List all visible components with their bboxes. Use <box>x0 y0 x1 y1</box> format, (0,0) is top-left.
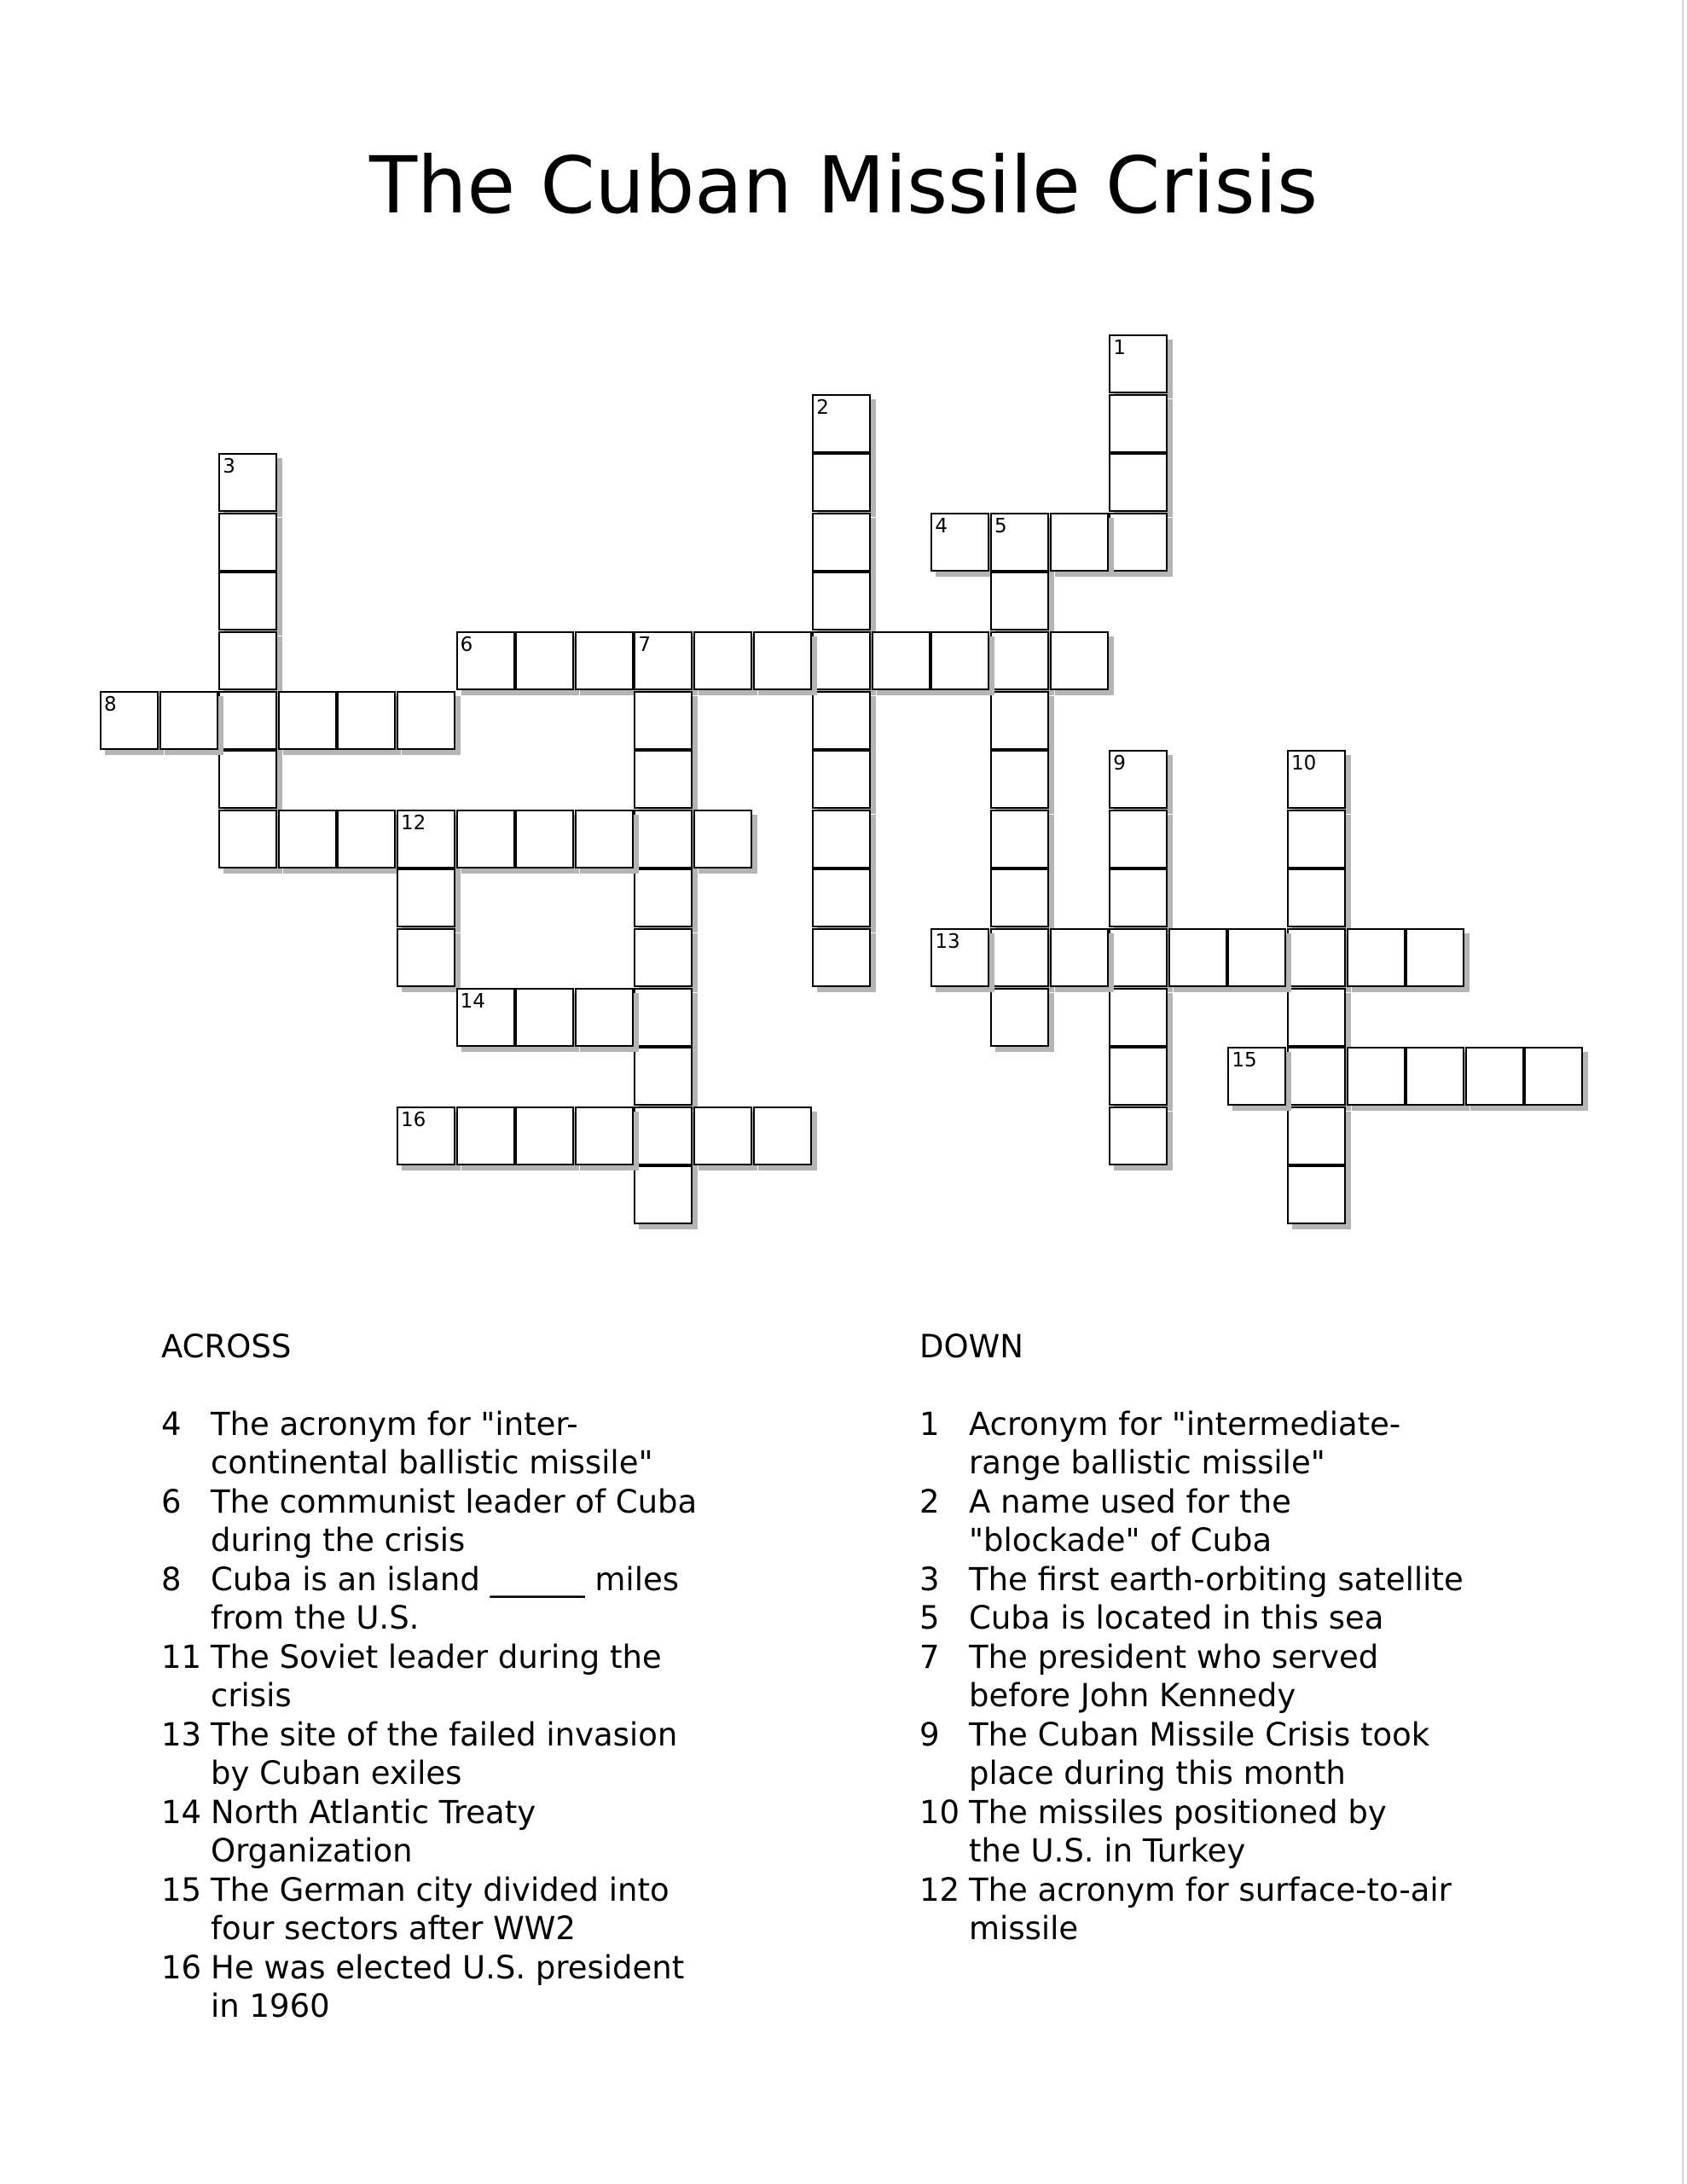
grid-cell[interactable] <box>515 988 574 1047</box>
grid-cell[interactable] <box>693 810 752 868</box>
grid-cell[interactable] <box>397 868 455 927</box>
grid-cell[interactable] <box>930 631 989 690</box>
clue-item-number: 7 <box>919 1638 940 1676</box>
grid-cell[interactable] <box>872 631 930 690</box>
grid-cell[interactable] <box>515 1107 574 1165</box>
grid-cell[interactable] <box>1287 750 1346 809</box>
grid-cell[interactable] <box>337 810 396 868</box>
clue-item-text: The German city divided into four sectors after WW2 <box>211 1871 670 1947</box>
grid-cell[interactable] <box>1287 1165 1346 1224</box>
grid-cell[interactable] <box>1109 513 1168 572</box>
clue-item-text: Cuba is located in this sea <box>969 1600 1384 1636</box>
clue-item-text: Cuba is an island ______ miles from the U.S. <box>211 1560 680 1636</box>
grid-cell[interactable] <box>218 631 277 690</box>
clue-item <box>161 1716 775 1793</box>
grid-cell[interactable] <box>930 513 989 572</box>
grid-cell[interactable] <box>812 868 871 927</box>
clue-item-text: A name used for the "blockade" of Cuba <box>969 1483 1291 1559</box>
clue-item <box>919 1793 1568 1871</box>
clue-number: 10 <box>1291 752 1317 775</box>
grid-cell[interactable] <box>634 750 693 809</box>
grid-cell[interactable] <box>990 631 1049 690</box>
grid-cell[interactable] <box>990 750 1049 809</box>
grid-cell[interactable] <box>1109 868 1168 927</box>
across-clues <box>161 1327 775 2026</box>
grid-cell[interactable] <box>218 750 277 809</box>
clue-item-number: 15 <box>161 1871 202 1908</box>
clue-item-number: 5 <box>919 1600 940 1636</box>
grid-cell[interactable] <box>278 810 337 868</box>
grid-cell[interactable] <box>1109 453 1168 512</box>
clue-item-number: 10 <box>919 1793 960 1831</box>
grid-cell[interactable] <box>812 750 871 809</box>
clue-item-text: The Soviet leader during the crisis <box>211 1638 662 1714</box>
grid-cell[interactable] <box>456 1107 515 1165</box>
clue-number: 14 <box>460 990 485 1013</box>
grid-cell[interactable] <box>515 810 574 868</box>
clue-number: 2 <box>816 396 829 419</box>
grid-cell[interactable] <box>1406 1047 1464 1106</box>
grid-cell[interactable] <box>990 572 1049 630</box>
grid-cell[interactable] <box>634 691 693 750</box>
clue-item <box>919 1483 1568 1560</box>
grid-cell[interactable] <box>634 868 693 927</box>
grid-cell[interactable] <box>1109 928 1168 987</box>
clue-item <box>161 1638 775 1716</box>
down-clues <box>919 1327 1568 1949</box>
clue-item-text: North Atlantic Treaty Organization <box>211 1793 536 1869</box>
grid-cell[interactable] <box>218 513 277 572</box>
grid-cell[interactable] <box>218 453 277 512</box>
grid-cell[interactable] <box>515 631 574 690</box>
clue-item <box>161 1871 775 1949</box>
clue-number: 15 <box>1232 1049 1257 1072</box>
clue-item-text: The Cuban Missile Crisis took place during this month <box>969 1716 1430 1792</box>
clue-number: 5 <box>994 514 1007 537</box>
grid-cell[interactable] <box>397 1107 455 1165</box>
clue-item-number: 2 <box>919 1483 940 1520</box>
grid-cell[interactable] <box>990 691 1049 750</box>
grid-cell[interactable] <box>753 1107 812 1165</box>
down-clue-list <box>919 1405 1568 1949</box>
clue-item <box>919 1405 1568 1483</box>
grid-cell[interactable] <box>218 691 277 750</box>
puzzle-title: The Cuban Missile Crisis <box>368 140 1319 231</box>
clue-item <box>161 1949 775 2026</box>
grid-cell[interactable] <box>1287 810 1346 868</box>
grid-cell[interactable] <box>1227 928 1286 987</box>
grid-cell[interactable] <box>693 1107 752 1165</box>
clue-item <box>919 1560 1568 1600</box>
grid-cell[interactable] <box>575 810 634 868</box>
grid-cell[interactable] <box>575 1107 634 1165</box>
clue-item <box>161 1483 775 1560</box>
clue-number: 4 <box>935 514 948 537</box>
clue-number: 13 <box>935 931 960 953</box>
clue-item-number: 4 <box>161 1405 182 1443</box>
clue-number: 6 <box>460 634 473 656</box>
grid-cell[interactable] <box>1050 928 1109 987</box>
clue-item <box>161 1405 775 1483</box>
grid-cell[interactable] <box>1287 988 1346 1047</box>
grid-cell[interactable] <box>1287 868 1346 927</box>
grid-cell[interactable] <box>1524 1047 1583 1106</box>
grid-cell[interactable] <box>812 572 871 630</box>
grid-cell[interactable] <box>812 394 871 453</box>
clue-item <box>919 1638 1568 1716</box>
grid-cell[interactable] <box>575 988 634 1047</box>
grid-cell[interactable] <box>397 691 455 750</box>
grid-cell[interactable] <box>812 810 871 868</box>
clue-number: 7 <box>638 634 652 656</box>
grid-cell[interactable] <box>218 572 277 630</box>
grid-cell[interactable] <box>397 928 455 987</box>
clue-item-number: 1 <box>919 1405 940 1443</box>
clue-item <box>919 1599 1568 1638</box>
clue-item-text: The communist leader of Cuba during the crisis <box>211 1483 698 1559</box>
clue-number: 12 <box>401 811 426 834</box>
grid-cell[interactable] <box>990 868 1049 927</box>
grid-cell[interactable] <box>456 810 515 868</box>
grid-cell[interactable] <box>634 1165 693 1224</box>
grid-cell[interactable] <box>1109 810 1168 868</box>
grid-cell[interactable] <box>1109 750 1168 809</box>
grid-cell[interactable] <box>575 631 634 690</box>
grid-cell[interactable] <box>1109 394 1168 453</box>
clue-item <box>161 1793 775 1871</box>
grid-cell[interactable] <box>1406 928 1464 987</box>
clue-item <box>919 1871 1568 1949</box>
grid-cell[interactable] <box>634 631 693 690</box>
grid-cell[interactable] <box>218 810 277 868</box>
grid-cell[interactable] <box>930 928 989 987</box>
clue-number: 3 <box>223 456 235 479</box>
grid-cell[interactable] <box>812 453 871 512</box>
grid-cell[interactable] <box>753 631 812 690</box>
grid-cell[interactable] <box>990 988 1049 1047</box>
grid-cell[interactable] <box>100 691 159 750</box>
across-heading: ACROSS <box>161 1328 292 1365</box>
grid-cell[interactable] <box>634 1047 693 1106</box>
grid-cell[interactable] <box>1287 1107 1346 1165</box>
grid-cell[interactable] <box>812 513 871 572</box>
clue-item-text: He was elected U.S. president in 1960 <box>211 1949 685 2024</box>
grid-cell[interactable] <box>397 810 455 868</box>
grid-cell[interactable] <box>990 928 1049 987</box>
clue-number: 1 <box>1113 337 1126 359</box>
clue-item-number: 8 <box>161 1560 182 1598</box>
clue-number: 9 <box>1113 752 1126 775</box>
clue-item-text: The president who served before John Kennedy <box>969 1638 1379 1714</box>
clue-item-number: 11 <box>161 1638 202 1676</box>
clue-item-number: 14 <box>161 1793 202 1831</box>
grid-cell[interactable] <box>1465 1047 1524 1106</box>
clue-item-text: Acronym for "intermediate- range ballistic missile" <box>969 1405 1401 1481</box>
grid-cell[interactable] <box>990 810 1049 868</box>
grid-cell[interactable] <box>1227 1047 1286 1106</box>
clue-item-number: 9 <box>919 1716 940 1753</box>
grid-cell[interactable] <box>1109 1047 1168 1106</box>
clue-item <box>161 1560 775 1638</box>
clue-number: 8 <box>104 693 117 716</box>
clue-item-text: The missiles positioned by the U.S. in Turkey <box>969 1793 1387 1869</box>
clue-item-text: The acronym for "inter- continental ballistic missile" <box>211 1405 653 1481</box>
clue-item-number: 13 <box>161 1716 202 1753</box>
grid-cell[interactable] <box>634 988 693 1047</box>
grid-cell[interactable] <box>1347 928 1406 987</box>
grid-cell[interactable] <box>812 691 871 750</box>
grid-cell[interactable] <box>1109 334 1168 393</box>
clue-item-text: The site of the failed invasion by Cuban exiles <box>211 1716 678 1792</box>
across-clue-list <box>161 1405 775 2026</box>
grid-cell[interactable] <box>990 513 1049 572</box>
grid-cell[interactable] <box>159 691 218 750</box>
grid-cell[interactable] <box>278 691 337 750</box>
grid-cell[interactable] <box>812 631 871 690</box>
grid-cell[interactable] <box>1287 928 1346 987</box>
grid-cell[interactable] <box>1168 928 1227 987</box>
grid-cell[interactable] <box>1050 631 1109 690</box>
grid-cell[interactable] <box>1109 1107 1168 1165</box>
clue-item-number: 3 <box>919 1560 940 1598</box>
grid-cell[interactable] <box>1347 1047 1406 1106</box>
grid-cell[interactable] <box>693 631 752 690</box>
grid-cell[interactable] <box>1109 988 1168 1047</box>
grid-cell[interactable] <box>634 1107 693 1165</box>
grid-cell[interactable] <box>456 988 515 1047</box>
clue-item-number: 16 <box>161 1949 202 1986</box>
grid-cell[interactable] <box>337 691 396 750</box>
grid-cell[interactable] <box>1050 513 1109 572</box>
clue-item-number: 6 <box>161 1483 182 1520</box>
down-heading: DOWN <box>919 1328 1023 1365</box>
clue-number: 16 <box>401 1108 426 1131</box>
clue-item-text: The first earth-orbiting satellite <box>969 1560 1464 1598</box>
clue-item-number: 12 <box>919 1871 960 1908</box>
clue-item <box>919 1716 1568 1793</box>
grid-cell[interactable] <box>1287 1047 1346 1106</box>
clue-item-text: The acronym for surface-to-air missile <box>969 1871 1452 1947</box>
grid-cell[interactable] <box>634 928 693 987</box>
grid-cell[interactable] <box>812 928 871 987</box>
grid-cell[interactable] <box>634 810 693 868</box>
grid-cell[interactable] <box>456 631 515 690</box>
